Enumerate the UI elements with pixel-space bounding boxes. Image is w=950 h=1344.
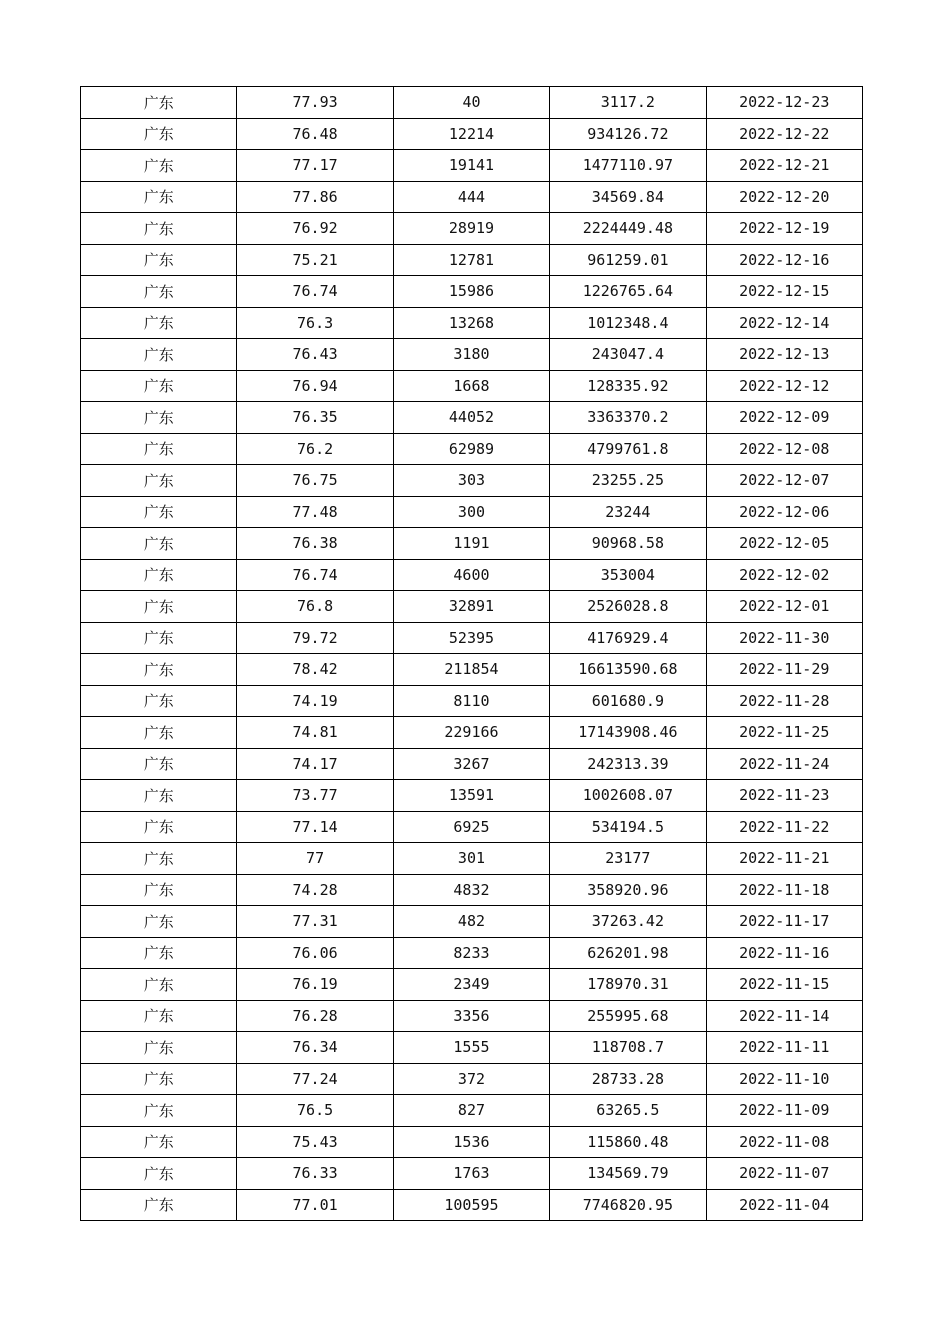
region-cell: 广东 [81,559,237,591]
date-cell: 2022-11-30 [706,622,862,654]
volume-cell: 3356 [393,1000,549,1032]
date-cell: 2022-11-22 [706,811,862,843]
volume-cell: 1191 [393,528,549,560]
date-cell: 2022-11-28 [706,685,862,717]
volume-cell: 444 [393,181,549,213]
volume-cell: 40 [393,87,549,119]
volume-cell: 44052 [393,402,549,434]
table-row [81,937,863,969]
volume-cell: 12781 [393,244,549,276]
price-cell: 76.06 [237,937,393,969]
region-cell: 广东 [81,213,237,245]
region-cell: 广东 [81,1063,237,1095]
amount-cell: 601680.9 [550,685,706,717]
region-cell: 广东 [81,1095,237,1127]
price-cell: 76.48 [237,118,393,150]
price-cell: 77.17 [237,150,393,182]
volume-cell: 32891 [393,591,549,623]
table-row [81,591,863,623]
amount-cell: 1477110.97 [550,150,706,182]
volume-cell: 300 [393,496,549,528]
volume-cell: 100595 [393,1189,549,1221]
price-cell: 77.31 [237,906,393,938]
region-cell: 广东 [81,906,237,938]
table-row [81,622,863,654]
amount-cell: 63265.5 [550,1095,706,1127]
region-cell: 广东 [81,433,237,465]
price-cell: 77 [237,843,393,875]
date-cell: 2022-12-06 [706,496,862,528]
date-cell: 2022-11-14 [706,1000,862,1032]
volume-cell: 52395 [393,622,549,654]
amount-cell: 7746820.95 [550,1189,706,1221]
region-cell: 广东 [81,1126,237,1158]
region-cell: 广东 [81,528,237,560]
table-row [81,528,863,560]
price-cell: 75.43 [237,1126,393,1158]
region-cell: 广东 [81,402,237,434]
region-cell: 广东 [81,874,237,906]
table-row [81,150,863,182]
volume-cell: 15986 [393,276,549,308]
table-body [81,87,863,1221]
volume-cell: 827 [393,1095,549,1127]
date-cell: 2022-11-15 [706,969,862,1001]
date-cell: 2022-11-18 [706,874,862,906]
amount-cell: 90968.58 [550,528,706,560]
volume-cell: 62989 [393,433,549,465]
region-cell: 广东 [81,118,237,150]
amount-cell: 23255.25 [550,465,706,497]
amount-cell: 28733.28 [550,1063,706,1095]
date-cell: 2022-11-24 [706,748,862,780]
region-cell: 广东 [81,244,237,276]
amount-cell: 23244 [550,496,706,528]
amount-cell: 1012348.4 [550,307,706,339]
region-cell: 广东 [81,339,237,371]
amount-cell: 1002608.07 [550,780,706,812]
volume-cell: 2349 [393,969,549,1001]
volume-cell: 303 [393,465,549,497]
price-cell: 76.3 [237,307,393,339]
date-cell: 2022-12-21 [706,150,862,182]
table-row [81,339,863,371]
table-row [81,717,863,749]
region-cell: 广东 [81,1189,237,1221]
price-cell: 76.33 [237,1158,393,1190]
price-cell: 76.34 [237,1032,393,1064]
volume-cell: 1668 [393,370,549,402]
table-row [81,1000,863,1032]
volume-cell: 28919 [393,213,549,245]
price-cell: 74.28 [237,874,393,906]
date-cell: 2022-11-11 [706,1032,862,1064]
region-cell: 广东 [81,811,237,843]
amount-cell: 934126.72 [550,118,706,150]
date-cell: 2022-12-01 [706,591,862,623]
date-cell: 2022-12-15 [706,276,862,308]
table-row [81,370,863,402]
volume-cell: 3267 [393,748,549,780]
table-row [81,843,863,875]
price-cell: 77.48 [237,496,393,528]
amount-cell: 115860.48 [550,1126,706,1158]
date-cell: 2022-12-08 [706,433,862,465]
data-table [80,86,863,1221]
price-cell: 76.2 [237,433,393,465]
price-cell: 78.42 [237,654,393,686]
amount-cell: 961259.01 [550,244,706,276]
price-cell: 76.38 [237,528,393,560]
price-cell: 74.17 [237,748,393,780]
date-cell: 2022-12-09 [706,402,862,434]
amount-cell: 16613590.68 [550,654,706,686]
region-cell: 广东 [81,307,237,339]
date-cell: 2022-12-12 [706,370,862,402]
volume-cell: 19141 [393,150,549,182]
date-cell: 2022-11-07 [706,1158,862,1190]
price-cell: 76.75 [237,465,393,497]
amount-cell: 2224449.48 [550,213,706,245]
price-cell: 76.28 [237,1000,393,1032]
volume-cell: 6925 [393,811,549,843]
table-row [81,1158,863,1190]
region-cell: 广东 [81,1032,237,1064]
price-cell: 76.74 [237,276,393,308]
region-cell: 广东 [81,370,237,402]
amount-cell: 4799761.8 [550,433,706,465]
date-cell: 2022-11-10 [706,1063,862,1095]
table-row [81,1126,863,1158]
amount-cell: 353004 [550,559,706,591]
region-cell: 广东 [81,87,237,119]
table-row [81,87,863,119]
table-row [81,906,863,938]
volume-cell: 372 [393,1063,549,1095]
amount-cell: 17143908.46 [550,717,706,749]
region-cell: 广东 [81,181,237,213]
amount-cell: 534194.5 [550,811,706,843]
region-cell: 广东 [81,1000,237,1032]
region-cell: 广东 [81,654,237,686]
date-cell: 2022-12-02 [706,559,862,591]
price-cell: 76.74 [237,559,393,591]
amount-cell: 34569.84 [550,181,706,213]
amount-cell: 3363370.2 [550,402,706,434]
price-cell: 76.43 [237,339,393,371]
region-cell: 广东 [81,843,237,875]
region-cell: 广东 [81,937,237,969]
amount-cell: 626201.98 [550,937,706,969]
volume-cell: 13268 [393,307,549,339]
region-cell: 广东 [81,465,237,497]
region-cell: 广东 [81,717,237,749]
amount-cell: 23177 [550,843,706,875]
region-cell: 广东 [81,496,237,528]
amount-cell: 118708.7 [550,1032,706,1064]
date-cell: 2022-12-19 [706,213,862,245]
volume-cell: 13591 [393,780,549,812]
table-row [81,181,863,213]
date-cell: 2022-12-05 [706,528,862,560]
table-row [81,496,863,528]
volume-cell: 3180 [393,339,549,371]
volume-cell: 1555 [393,1032,549,1064]
volume-cell: 482 [393,906,549,938]
date-cell: 2022-11-29 [706,654,862,686]
amount-cell: 2526028.8 [550,591,706,623]
price-cell: 77.01 [237,1189,393,1221]
table-row [81,276,863,308]
table-row [81,1189,863,1221]
table-row [81,307,863,339]
amount-cell: 3117.2 [550,87,706,119]
table-row [81,213,863,245]
table-row [81,559,863,591]
region-cell: 广东 [81,780,237,812]
price-cell: 77.24 [237,1063,393,1095]
volume-cell: 229166 [393,717,549,749]
volume-cell: 4600 [393,559,549,591]
region-cell: 广东 [81,1158,237,1190]
date-cell: 2022-12-20 [706,181,862,213]
amount-cell: 242313.39 [550,748,706,780]
amount-cell: 4176929.4 [550,622,706,654]
table-row [81,748,863,780]
date-cell: 2022-12-23 [706,87,862,119]
price-cell: 76.8 [237,591,393,623]
price-cell: 76.19 [237,969,393,1001]
price-cell: 77.86 [237,181,393,213]
date-cell: 2022-11-16 [706,937,862,969]
table-row [81,780,863,812]
price-cell: 77.14 [237,811,393,843]
date-cell: 2022-12-22 [706,118,862,150]
region-cell: 广东 [81,969,237,1001]
volume-cell: 12214 [393,118,549,150]
date-cell: 2022-11-25 [706,717,862,749]
price-cell: 76.92 [237,213,393,245]
date-cell: 2022-11-21 [706,843,862,875]
region-cell: 广东 [81,150,237,182]
date-cell: 2022-11-08 [706,1126,862,1158]
date-cell: 2022-11-23 [706,780,862,812]
amount-cell: 358920.96 [550,874,706,906]
date-cell: 2022-11-09 [706,1095,862,1127]
price-cell: 76.35 [237,402,393,434]
amount-cell: 1226765.64 [550,276,706,308]
volume-cell: 301 [393,843,549,875]
price-cell: 73.77 [237,780,393,812]
price-cell: 77.93 [237,87,393,119]
table-row [81,1063,863,1095]
date-cell: 2022-11-04 [706,1189,862,1221]
table-row [81,402,863,434]
amount-cell: 255995.68 [550,1000,706,1032]
date-cell: 2022-12-16 [706,244,862,276]
region-cell: 广东 [81,622,237,654]
table-row [81,654,863,686]
volume-cell: 211854 [393,654,549,686]
region-cell: 广东 [81,591,237,623]
region-cell: 广东 [81,685,237,717]
amount-cell: 37263.42 [550,906,706,938]
amount-cell: 134569.79 [550,1158,706,1190]
table-row [81,874,863,906]
amount-cell: 128335.92 [550,370,706,402]
price-cell: 74.81 [237,717,393,749]
price-cell: 75.21 [237,244,393,276]
price-cell: 74.19 [237,685,393,717]
date-cell: 2022-12-07 [706,465,862,497]
table-row [81,244,863,276]
table-row [81,465,863,497]
table-row [81,811,863,843]
price-cell: 76.94 [237,370,393,402]
volume-cell: 1536 [393,1126,549,1158]
table-row [81,118,863,150]
volume-cell: 4832 [393,874,549,906]
region-cell: 广东 [81,276,237,308]
table-row [81,685,863,717]
volume-cell: 8233 [393,937,549,969]
volume-cell: 8110 [393,685,549,717]
table-row [81,433,863,465]
region-cell: 广东 [81,748,237,780]
table-row [81,969,863,1001]
price-cell: 76.5 [237,1095,393,1127]
table-row [81,1095,863,1127]
amount-cell: 178970.31 [550,969,706,1001]
table-row [81,1032,863,1064]
date-cell: 2022-12-13 [706,339,862,371]
volume-cell: 1763 [393,1158,549,1190]
date-cell: 2022-12-14 [706,307,862,339]
price-cell: 79.72 [237,622,393,654]
date-cell: 2022-11-17 [706,906,862,938]
amount-cell: 243047.4 [550,339,706,371]
